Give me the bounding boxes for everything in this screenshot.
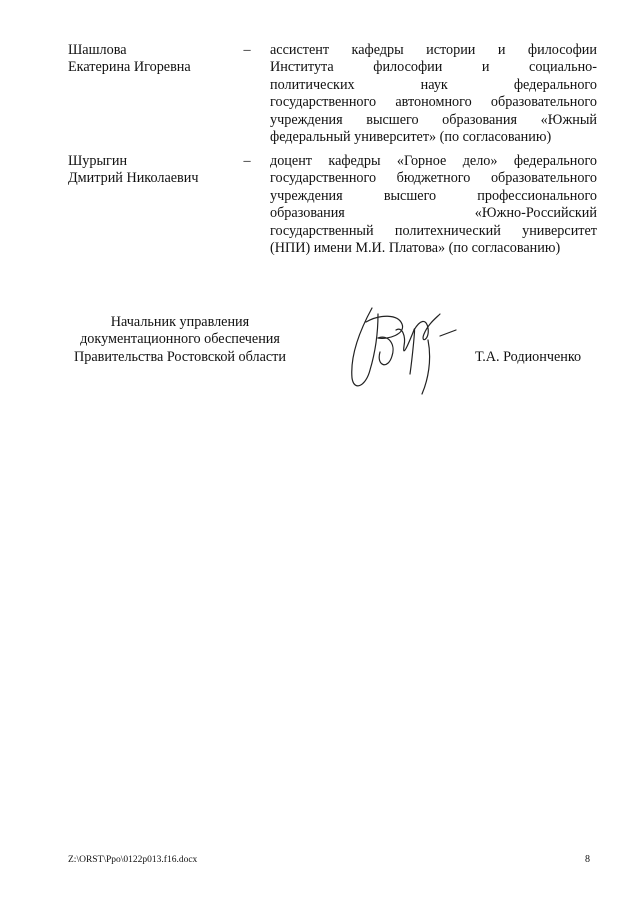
signer-title-line: Начальник управления (110, 314, 250, 330)
description-line: государственного автономного образовательного (270, 94, 597, 111)
description-line: доцент кафедры «Горное дело» федерального (270, 153, 597, 169)
handwritten-signature (332, 300, 462, 400)
member-description (270, 42, 597, 146)
description-line: политических наук федерального (270, 76, 597, 93)
member-surname: Шурыгин (68, 153, 128, 169)
description-line: учреждения высшего образования «Южный (270, 111, 597, 128)
description-line: Института философии и социально- (270, 59, 597, 76)
page-number: 8 (585, 854, 590, 865)
signer-title (58, 314, 302, 366)
description-line: учреждения высшего профессионального (270, 187, 597, 204)
member-name (68, 153, 238, 188)
entry-dash: – (243, 42, 251, 58)
description-line: государственного бюджетного образовательного (270, 170, 597, 187)
member-surname: Шашлова (68, 42, 127, 58)
member-given-names: Екатерина Игоревна (68, 59, 191, 76)
member-name (68, 42, 238, 77)
signer-title-line: документационного обеспечения (80, 331, 280, 348)
member-given-names: Дмитрий Николаевич (68, 170, 199, 187)
description-line: ассистент кафедры истории и философии (270, 42, 597, 58)
description-line: федеральный университет» (по согласованию) (270, 129, 552, 146)
member-description (270, 153, 597, 257)
entry-dash: – (243, 153, 251, 169)
description-line: (НПИ) имени М.И. Платова» (по согласованию) (270, 240, 561, 257)
footer-file-path: Z:\ORST\Ppo\0122p013.f16.docx (68, 855, 198, 865)
description-line: образования «Южно-Российский (270, 205, 597, 222)
signer-name: Т.А. Родионченко (475, 349, 582, 365)
signer-title-line: Правительства Ростовской области (74, 348, 286, 365)
description-line: государственный политехнический университет (270, 222, 597, 239)
